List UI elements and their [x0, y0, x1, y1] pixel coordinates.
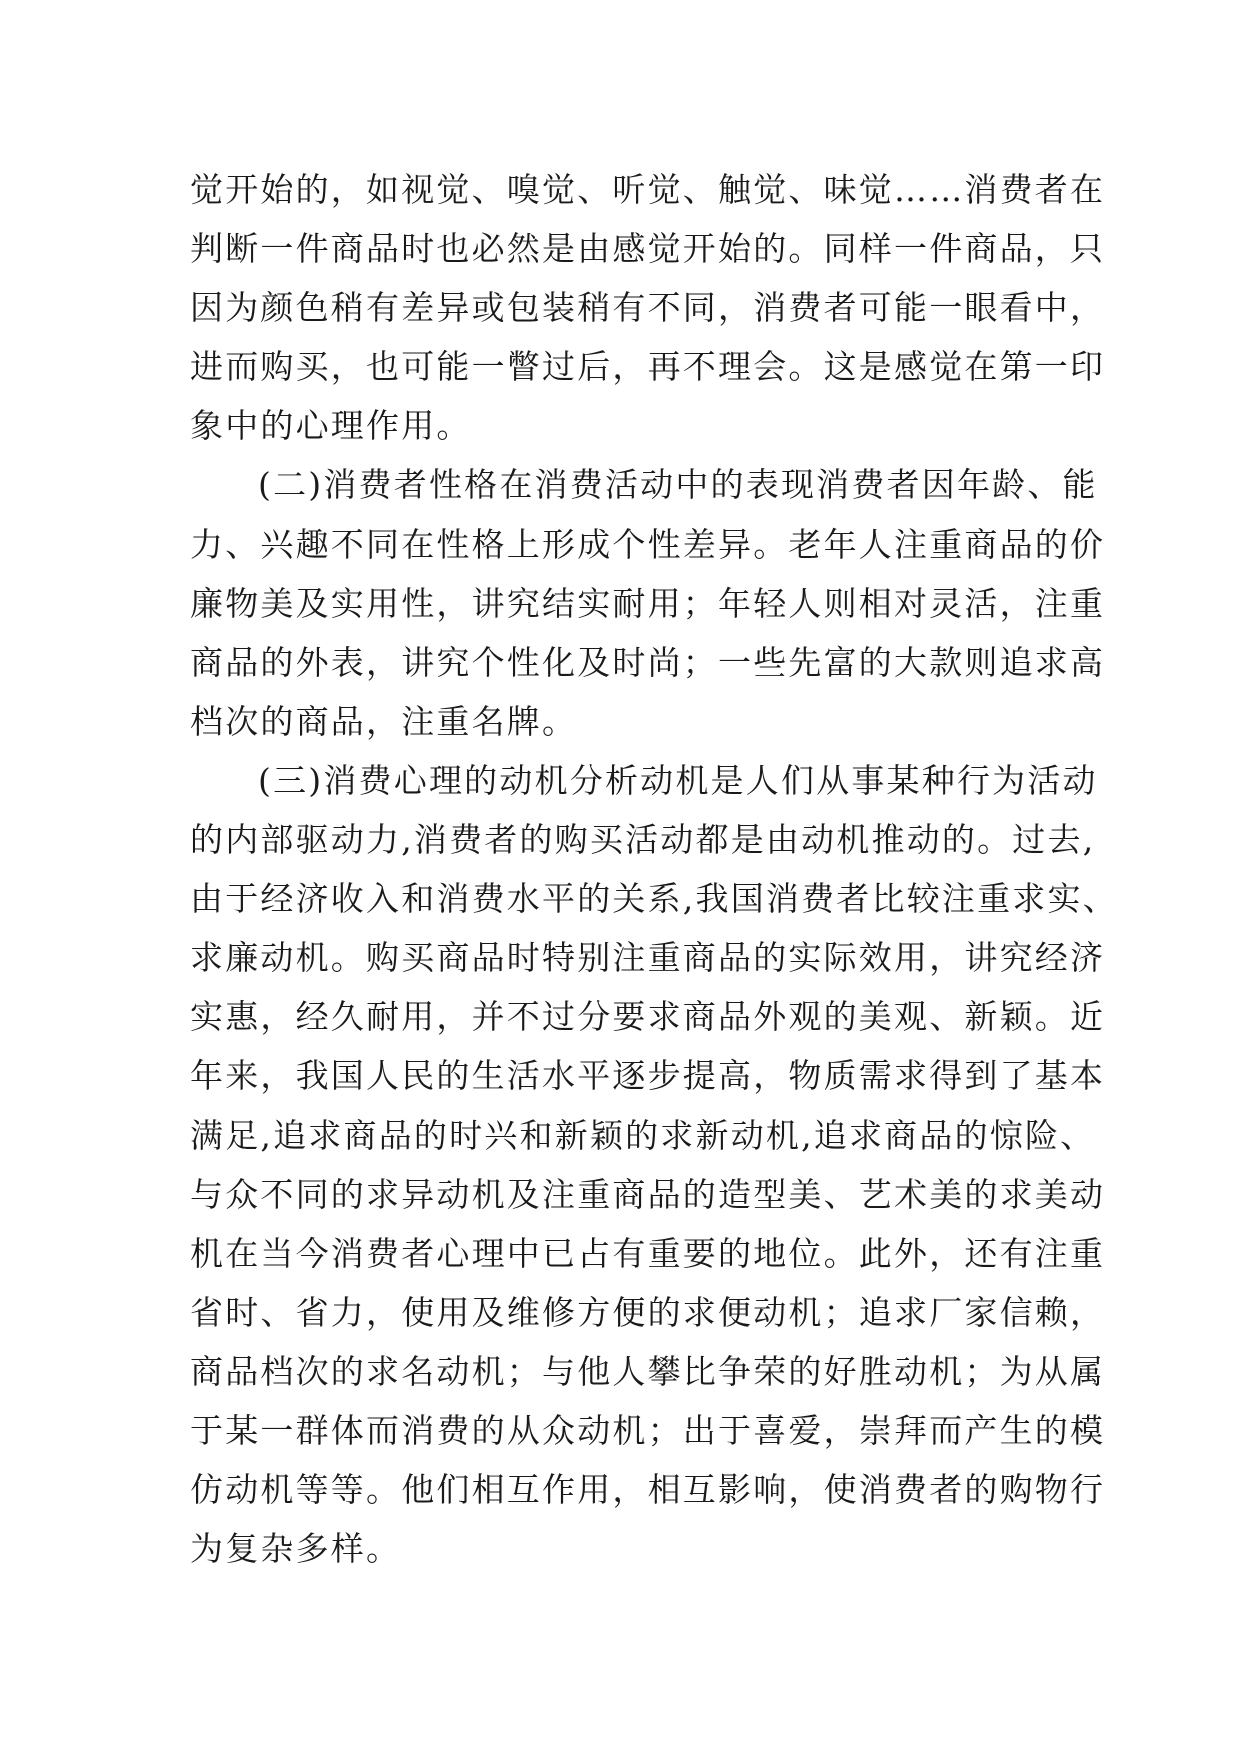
- body-text: [190, 160, 1118, 1578]
- paragraph-start-line: (三)消费心理的动机分析动机是人们从事某种行为活动: [258, 760, 1098, 800]
- text-line: 力、兴趣不同在性格上形成个性差异。老年人注重商品的价: [190, 524, 1106, 564]
- text-line: 觉开始的，如视觉、嗅觉、听觉、触觉、味觉……消费者在: [190, 170, 1106, 209]
- text-line: 年来，我国人民的生活水平逐步提高，物质需求得到了基本: [190, 1056, 1106, 1096]
- text-line: 进而购买，也可能一瞥过后，再不理会。这是感觉在第一印: [190, 347, 1106, 387]
- text-line: 商品的外表，讲究个性化及时尚；一些先富的大款则追求高: [190, 642, 1106, 682]
- text-line: 象中的心理作用。: [190, 406, 472, 446]
- text-line: 的内部驱动力,消费者的购买活动都是由动机推动的。过去,: [190, 820, 1096, 860]
- text-line: 省时、省力，使用及维修方便的求便动机；追求厂家信赖，: [190, 1292, 1106, 1332]
- text-line: 廉物美及实用性，讲究结实耐用；年轻人则相对灵活，注重: [190, 583, 1106, 623]
- text-line: 与众不同的求异动机及注重商品的造型美、艺术美的求美动: [190, 1174, 1106, 1214]
- text-line: 为复杂多样。: [190, 1529, 402, 1569]
- paragraph-start-line: (二)消费者性格在消费活动中的表现消费者因年龄、能: [258, 465, 1098, 505]
- text-line: 实惠，经久耐用，并不过分要求商品外观的美观、新颖。近: [190, 997, 1106, 1037]
- text-line: 求廉动机。购买商品时特别注重商品的实际效用，讲究经济: [190, 938, 1106, 978]
- text-line: 因为颜色稍有差异或包装稍有不同，消费者可能一眼看中，: [190, 288, 1106, 328]
- text-line: 仿动机等等。他们相互作用，相互影响，使消费者的购物行: [190, 1470, 1106, 1510]
- text-line: 满足,追求商品的时兴和新颖的求新动机,追求商品的惊险、: [190, 1115, 1096, 1155]
- text-line: 判断一件商品时也必然是由感觉开始的。同样一件商品，只: [190, 229, 1106, 269]
- text-line: 由于经济收入和消费水平的关系,我国消费者比较注重求实、: [190, 879, 1118, 919]
- text-line: 于某一群体而消费的从众动机；出于喜爱，崇拜而产生的模: [190, 1410, 1106, 1450]
- text-line: 档次的商品，注重名牌。: [190, 701, 578, 741]
- text-line: 商品档次的求名动机；与他人攀比争荣的好胜动机；为从属: [190, 1351, 1106, 1391]
- text-line: 机在当今消费者心理中已占有重要的地位。此外，还有注重: [190, 1233, 1106, 1273]
